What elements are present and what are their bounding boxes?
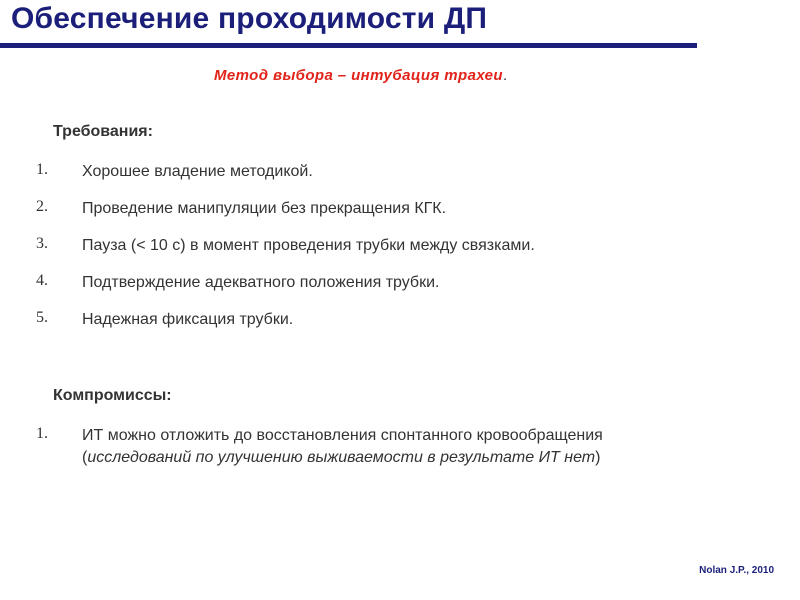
note-open-paren: ( bbox=[82, 449, 88, 466]
requirements-heading: Требования: bbox=[53, 123, 153, 140]
item-text: Пауза (< 10 с) в момент проведения трубки между связками. bbox=[82, 237, 535, 254]
item-number: 5. bbox=[36, 309, 48, 326]
item-text: Хорошее владение методикой. bbox=[82, 163, 313, 180]
item-number: 1. bbox=[36, 425, 48, 442]
slide-subtitle bbox=[214, 67, 508, 84]
subtitle-punct: . bbox=[503, 67, 508, 84]
item-number: 2. bbox=[36, 198, 48, 215]
item-text: Надежная фиксация трубки. bbox=[82, 311, 294, 328]
slide-title: Обеспечение проходимости ДП bbox=[11, 2, 488, 35]
note-close-paren: ) bbox=[595, 449, 601, 466]
compromises-heading: Компромиссы: bbox=[53, 387, 172, 404]
item-text bbox=[82, 425, 762, 469]
title-underline bbox=[0, 43, 697, 48]
citation: Nolan J.P., 2010 bbox=[699, 565, 774, 576]
item-main-text: ИТ можно отложить до восстановления спонтанного кровообращения bbox=[82, 427, 603, 444]
item-text: Подтверждение адекватного положения трубки. bbox=[82, 274, 440, 291]
item-number: 3. bbox=[36, 235, 48, 252]
item-note: исследований по улучшению выживаемости в результате ИТ нет bbox=[87, 449, 596, 466]
item-number: 4. bbox=[36, 272, 48, 289]
item-text: Проведение манипуляции без прекращения КГК. bbox=[82, 200, 447, 217]
subtitle-text: Метод выбора – интубация трахеи bbox=[214, 67, 503, 84]
item-number: 1. bbox=[36, 161, 48, 178]
